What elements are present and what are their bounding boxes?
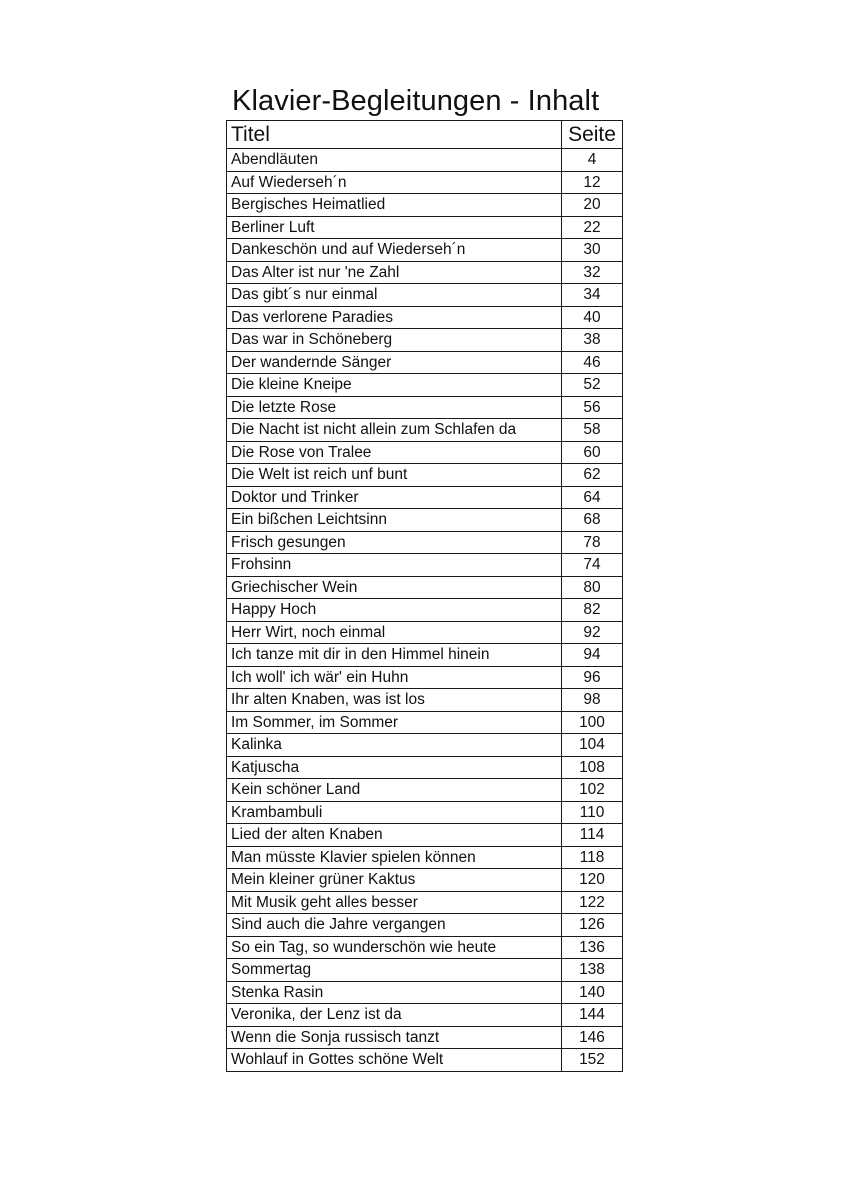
song-title: Frohsinn xyxy=(227,554,562,577)
song-title: Man müsste Klavier spielen können xyxy=(227,846,562,869)
table-body xyxy=(227,149,623,1072)
song-title: Wohlauf in Gottes schöne Welt xyxy=(227,1049,562,1072)
table-row xyxy=(227,531,623,554)
song-title: Krambambuli xyxy=(227,801,562,824)
song-title: Dankeschön und auf Wiederseh´n xyxy=(227,239,562,262)
table-row xyxy=(227,576,623,599)
table-row xyxy=(227,914,623,937)
table-row xyxy=(227,981,623,1004)
song-title: Das Alter ist nur 'ne Zahl xyxy=(227,261,562,284)
song-title: Doktor und Trinker xyxy=(227,486,562,509)
page-number: 12 xyxy=(562,171,623,194)
table-row xyxy=(227,171,623,194)
column-header-page: Seite xyxy=(562,121,623,149)
table-row xyxy=(227,801,623,824)
table-row xyxy=(227,846,623,869)
table-row xyxy=(227,419,623,442)
song-title: Frisch gesungen xyxy=(227,531,562,554)
song-title: Herr Wirt, noch einmal xyxy=(227,621,562,644)
page-number: 138 xyxy=(562,959,623,982)
table-row xyxy=(227,261,623,284)
song-title: Die letzte Rose xyxy=(227,396,562,419)
table-row xyxy=(227,1049,623,1072)
table-row xyxy=(227,239,623,262)
page-number: 152 xyxy=(562,1049,623,1072)
song-title: Stenka Rasin xyxy=(227,981,562,1004)
table-row xyxy=(227,779,623,802)
table-row xyxy=(227,711,623,734)
page-number: 82 xyxy=(562,599,623,622)
table-row xyxy=(227,1026,623,1049)
page-number: 22 xyxy=(562,216,623,239)
page-number: 102 xyxy=(562,779,623,802)
page-number: 38 xyxy=(562,329,623,352)
page-number: 92 xyxy=(562,621,623,644)
table-row xyxy=(227,486,623,509)
page-number: 4 xyxy=(562,149,623,172)
song-title: Sind auch die Jahre vergangen xyxy=(227,914,562,937)
song-title: Ich tanze mit dir in den Himmel hinein xyxy=(227,644,562,667)
table-row xyxy=(227,734,623,757)
song-title: Berliner Luft xyxy=(227,216,562,239)
song-title: Bergisches Heimatlied xyxy=(227,194,562,217)
page-number: 94 xyxy=(562,644,623,667)
page-number: 30 xyxy=(562,239,623,262)
table-row xyxy=(227,599,623,622)
page-number: 110 xyxy=(562,801,623,824)
song-title: Kalinka xyxy=(227,734,562,757)
table-row xyxy=(227,396,623,419)
page-number: 52 xyxy=(562,374,623,397)
page-number: 34 xyxy=(562,284,623,307)
song-title: Katjuscha xyxy=(227,756,562,779)
table-row xyxy=(227,689,623,712)
page-number: 80 xyxy=(562,576,623,599)
page-number: 144 xyxy=(562,1004,623,1027)
song-title: Das gibt´s nur einmal xyxy=(227,284,562,307)
table-row xyxy=(227,374,623,397)
song-title: Der wandernde Sänger xyxy=(227,351,562,374)
table-row xyxy=(227,306,623,329)
table-row xyxy=(227,869,623,892)
song-title: Ihr alten Knaben, was ist los xyxy=(227,689,562,712)
page-number: 96 xyxy=(562,666,623,689)
page-number: 58 xyxy=(562,419,623,442)
page-number: 118 xyxy=(562,846,623,869)
page-number: 120 xyxy=(562,869,623,892)
page-number: 32 xyxy=(562,261,623,284)
page-number: 64 xyxy=(562,486,623,509)
page-number: 60 xyxy=(562,441,623,464)
page-title: Klavier-Begleitungen - Inhalt xyxy=(232,85,600,117)
page-number: 98 xyxy=(562,689,623,712)
table-row xyxy=(227,441,623,464)
song-title: Ein bißchen Leichtsinn xyxy=(227,509,562,532)
song-title: Abendläuten xyxy=(227,149,562,172)
song-title: Kein schöner Land xyxy=(227,779,562,802)
page-number: 104 xyxy=(562,734,623,757)
table-row xyxy=(227,509,623,532)
table-row xyxy=(227,149,623,172)
song-title: Auf Wiederseh´n xyxy=(227,171,562,194)
song-title: Im Sommer, im Sommer xyxy=(227,711,562,734)
page-number: 100 xyxy=(562,711,623,734)
page-number: 114 xyxy=(562,824,623,847)
table-row xyxy=(227,329,623,352)
page-number: 62 xyxy=(562,464,623,487)
page-number: 146 xyxy=(562,1026,623,1049)
song-title: Wenn die Sonja russisch tanzt xyxy=(227,1026,562,1049)
song-title: Die Rose von Tralee xyxy=(227,441,562,464)
song-title: So ein Tag, so wunderschön wie heute xyxy=(227,936,562,959)
song-title: Mein kleiner grüner Kaktus xyxy=(227,869,562,892)
song-title: Die Nacht ist nicht allein zum Schlafen da xyxy=(227,419,562,442)
song-title: Sommertag xyxy=(227,959,562,982)
song-title: Ich woll' ich wär' ein Huhn xyxy=(227,666,562,689)
page-number: 122 xyxy=(562,891,623,914)
page-number: 20 xyxy=(562,194,623,217)
song-title: Die kleine Kneipe xyxy=(227,374,562,397)
table-row xyxy=(227,554,623,577)
page-number: 68 xyxy=(562,509,623,532)
song-title: Griechischer Wein xyxy=(227,576,562,599)
table-row xyxy=(227,824,623,847)
song-title: Das verlorene Paradies xyxy=(227,306,562,329)
table-row xyxy=(227,284,623,307)
table-row xyxy=(227,464,623,487)
page-number: 136 xyxy=(562,936,623,959)
table-row xyxy=(227,216,623,239)
page-number: 78 xyxy=(562,531,623,554)
song-title: Veronika, der Lenz ist da xyxy=(227,1004,562,1027)
table-row xyxy=(227,1004,623,1027)
song-title: Die Welt ist reich unf bunt xyxy=(227,464,562,487)
table-row xyxy=(227,194,623,217)
table-row xyxy=(227,621,623,644)
song-title: Lied der alten Knaben xyxy=(227,824,562,847)
page-number: 56 xyxy=(562,396,623,419)
table-row xyxy=(227,644,623,667)
column-header-title: Titel xyxy=(227,121,562,149)
table-row xyxy=(227,756,623,779)
song-title: Mit Musik geht alles besser xyxy=(227,891,562,914)
page-number: 46 xyxy=(562,351,623,374)
table-row xyxy=(227,666,623,689)
contents-table xyxy=(226,120,623,1072)
table-row xyxy=(227,351,623,374)
page-number: 108 xyxy=(562,756,623,779)
page-number: 74 xyxy=(562,554,623,577)
table-row xyxy=(227,959,623,982)
page-number: 140 xyxy=(562,981,623,1004)
page-number: 40 xyxy=(562,306,623,329)
song-title: Das war in Schöneberg xyxy=(227,329,562,352)
table-row xyxy=(227,891,623,914)
song-title: Happy Hoch xyxy=(227,599,562,622)
table-header-row xyxy=(227,121,623,149)
page-number: 126 xyxy=(562,914,623,937)
table-row xyxy=(227,936,623,959)
